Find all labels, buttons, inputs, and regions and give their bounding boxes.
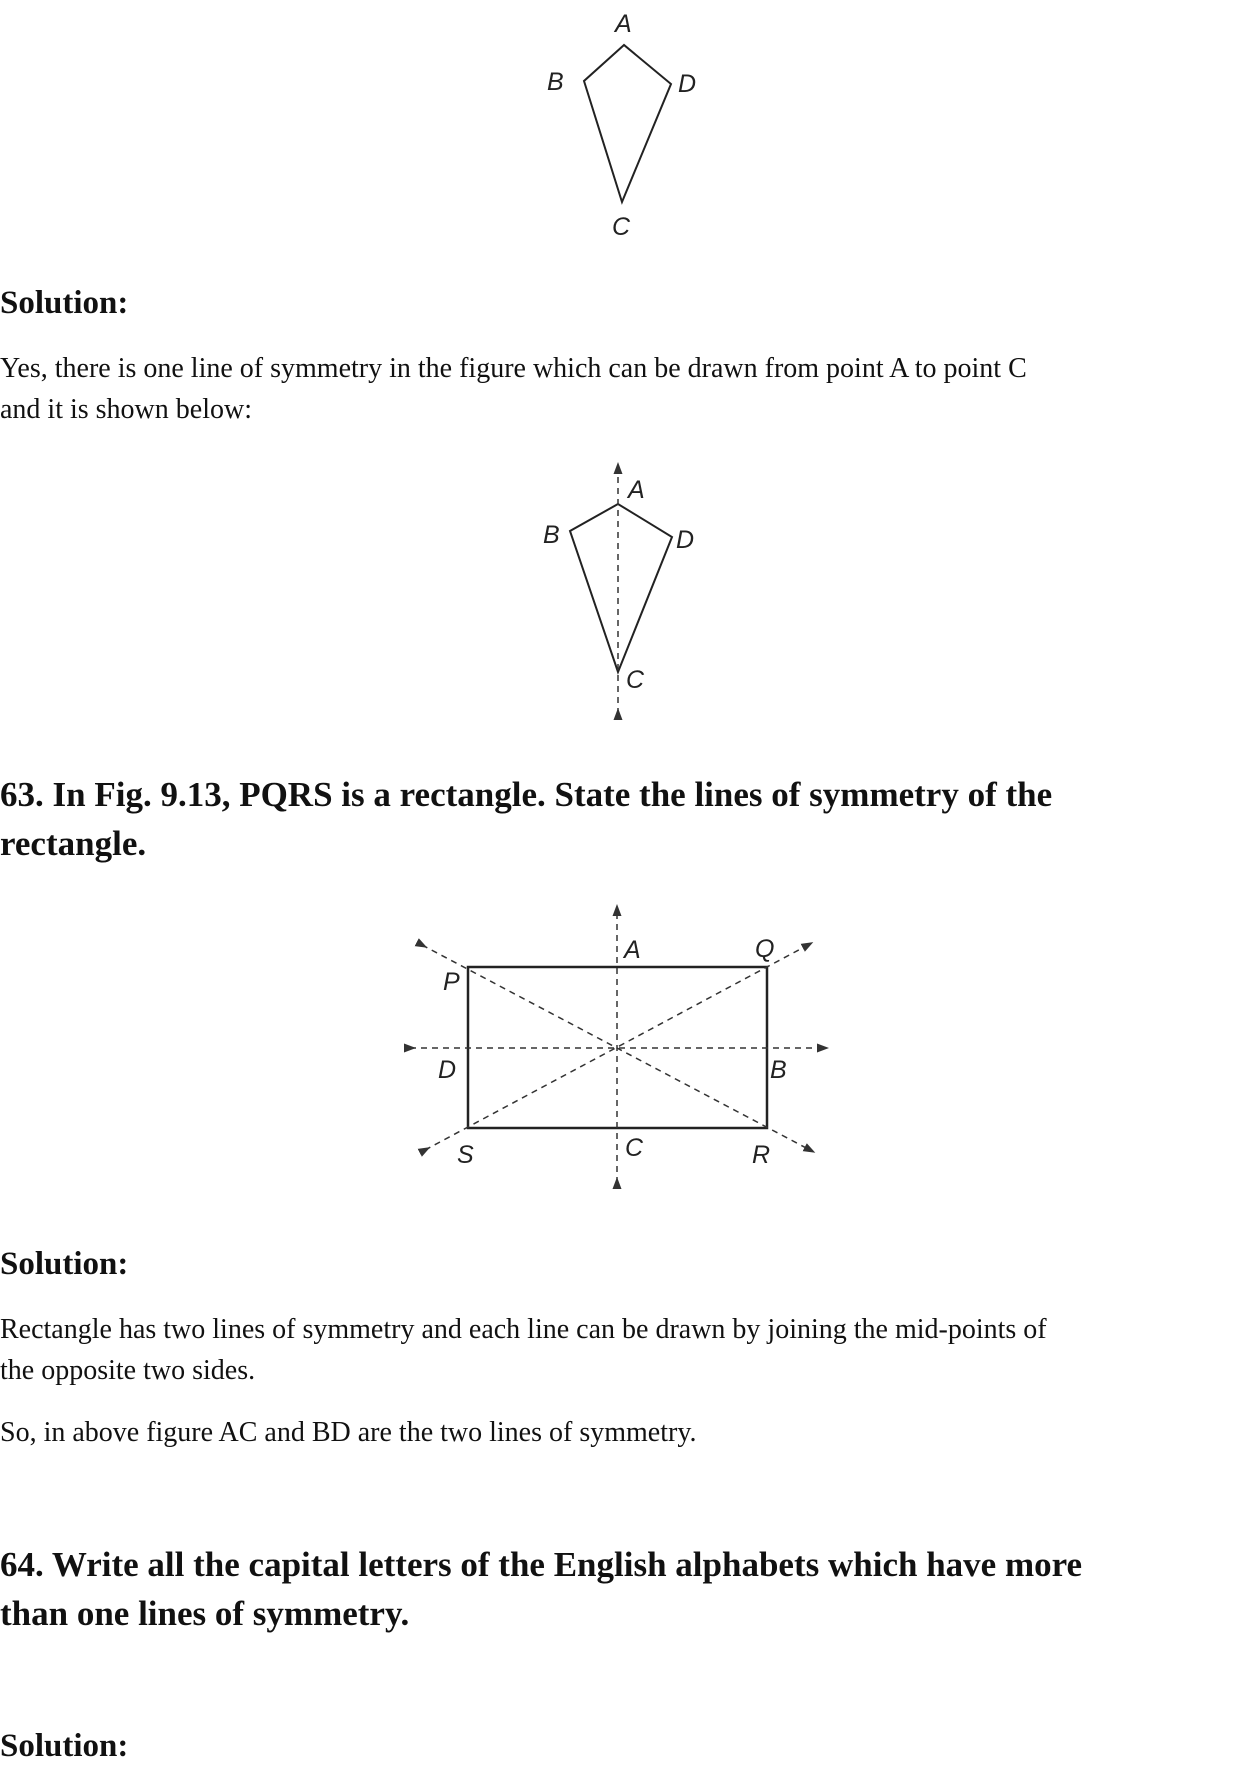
solution-heading: Solution: — [0, 1246, 129, 1282]
solution-heading: Solution: — [0, 1728, 129, 1764]
rect-label-d: D — [438, 1056, 457, 1084]
question-63-line: 63. In Fig. 9.13, PQRS is a rectangle. State the lines of symmetry of the — [0, 775, 1053, 814]
kite-label-b: B — [547, 68, 564, 96]
kite2-label-c: C — [626, 666, 645, 694]
kite-symmetry-figure — [570, 468, 672, 714]
kite-label-c: C — [612, 213, 631, 241]
solution-text-line: So, in above figure AC and BD are the two lines of symmetry. — [0, 1417, 697, 1448]
rect-label-r: R — [752, 1141, 771, 1169]
rect-label-s: S — [457, 1141, 474, 1169]
solution-heading: Solution: — [0, 285, 129, 321]
solution-text-line: Yes, there is one line of symmetry in the figure which can be drawn from point A to point C — [0, 353, 1027, 384]
kite2-label-a: A — [628, 476, 645, 504]
question-64-line: than one lines of symmetry. — [0, 1594, 410, 1633]
kite2-label-b: B — [543, 521, 560, 549]
rect-label-b: B — [770, 1056, 787, 1084]
question-63-line: rectangle. — [0, 824, 147, 863]
solution-text-line: and it is shown below: — [0, 394, 252, 425]
rect-label-q: Q — [755, 935, 775, 963]
kite-label-a: A — [615, 10, 632, 38]
question-64-line: 64. Write all the capital letters of the English alphabets which have more — [0, 1545, 1083, 1584]
kite-figure — [584, 45, 671, 202]
rect-label-c: C — [625, 1134, 644, 1162]
kite-label-d: D — [678, 70, 697, 98]
rect-label-p: P — [443, 968, 460, 996]
solution-text-line: Rectangle has two lines of symmetry and each line can be drawn by joining the mid-points of — [0, 1314, 1047, 1345]
solution-text-line: the opposite two sides. — [0, 1355, 256, 1386]
kite2-label-d: D — [676, 526, 695, 554]
rect-label-a: A — [624, 936, 641, 964]
